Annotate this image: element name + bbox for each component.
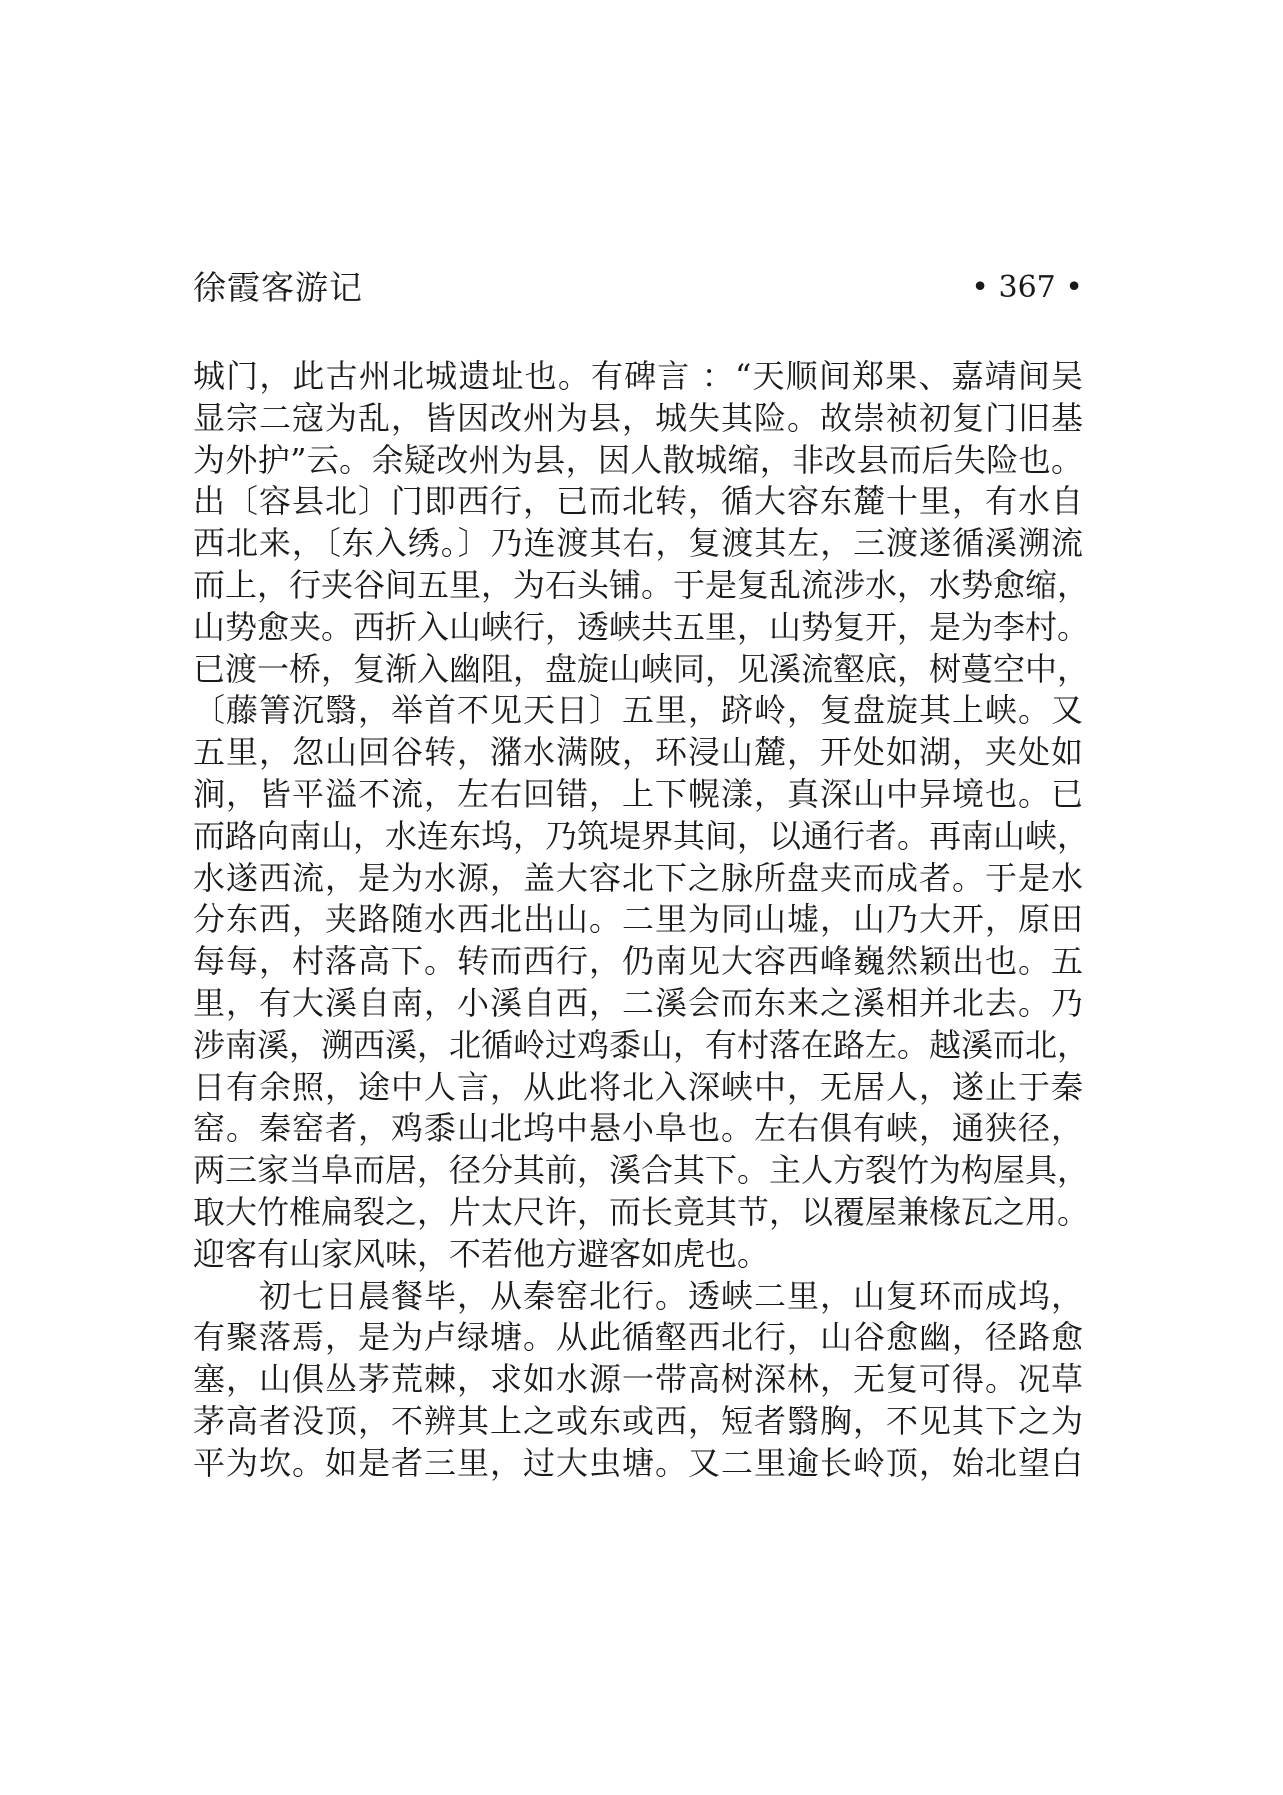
text-line: 茅高者没顶，不辨其上之或东或西，短者翳胸，不见其下之为 xyxy=(193,1401,1083,1440)
text-line: 涧，皆平溢不流，左右回错，上下幌漾，真深山中异境也。已 xyxy=(193,774,1083,813)
text-line: 已渡一桥，复渐入幽阻，盘旋山峡同，见溪流壑底，树蔓空中， xyxy=(193,649,1090,688)
text-line: 塞，山俱丛茅荒棘，求如水源一带高树深林，无复可得。况草 xyxy=(193,1360,1083,1399)
text-line: 出〔容县北〕门即西行，已而北转，循大容东麓十里，有水自 xyxy=(193,482,1083,521)
text-line: 日有余照，途中人言，从此将北入深峡中，无居人，遂止于秦 xyxy=(193,1067,1083,1106)
text-line: 窑。秦窑者，鸡黍山北坞中悬小阜也。左右俱有峡，通狭径， xyxy=(193,1109,1083,1148)
text-line: 为外护”云。余疑改州为县，因人散城缩，非改县而后失险也。 xyxy=(193,440,1083,479)
text-line: 山势愈夹。西折入山峡行，透峡共五里，山势复开，是为李村。 xyxy=(193,607,1090,646)
book-title: 徐霞客游记 xyxy=(193,268,363,307)
text-line: 两三家当阜而居，径分其前，溪合其下。主人方裂竹为构屋具， xyxy=(193,1151,1090,1190)
text-line: 涉南溪，溯西溪，北循岭过鸡黍山，有村落在路左。越溪而北， xyxy=(193,1025,1090,1064)
text-line: 分东西，夹路随水西北出山。二里为同山墟，山乃大开，原田 xyxy=(193,900,1083,939)
text-line: 取大竹椎扁裂之，片太尺许，而长竟其节，以覆屋兼椽瓦之用。 xyxy=(193,1192,1090,1231)
page-number: • 367 • xyxy=(971,270,1083,305)
text-line: 而路向南山，水连东坞，乃筑堤界其间，以通行者。再南山峡， xyxy=(193,816,1090,855)
text-line: 而上，行夹谷间五里，为石头铺。于是复乱流涉水，水势愈缩， xyxy=(193,565,1090,604)
paragraph-start-line: 初七日晨餐毕，从秦窑北行。透峡二里，山复环而成坞， xyxy=(193,1276,1083,1315)
paragraph-end-line: 迎客有山家风味，不若他方避客如虎也。 xyxy=(193,1234,770,1273)
body-text xyxy=(193,356,1090,1485)
text-line: 五里，忽山回谷转，潴水满陂，环浸山麓，开处如湖，夹处如 xyxy=(193,733,1083,772)
page-header xyxy=(193,264,1083,312)
text-line: 显宗二寇为乱，皆因改州为县，城失其险。故崇祯初复门旧基 xyxy=(193,398,1083,437)
text-line: 西北来，〔东入绣。〕乃连渡其右，复渡其左，三渡遂循溪溯流 xyxy=(193,524,1083,563)
text-line: 平为坎。如是者三里，过大虫塘。又二里逾长岭顶，始北望白 xyxy=(193,1443,1083,1482)
text-line: 有聚落焉，是为卢绿塘。从此循壑西北行，山谷愈幽，径路愈 xyxy=(193,1318,1083,1357)
text-line: 里，有大溪自南，小溪自西，二溪会而东来之溪相并北去。乃 xyxy=(193,983,1083,1022)
text-line: 水遂西流，是为水源，盖大容北下之脉所盘夹而成者。于是水 xyxy=(193,858,1083,897)
text-line: 每每，村落高下。转而西行，仍南见大容西峰巍然颖出也。五 xyxy=(193,942,1083,981)
text-line: 〔藤箐沉翳，举首不见天日〕五里，跻岭，复盘旋其上峡。又 xyxy=(193,691,1083,730)
text-line: 城门，此古州北城遗址也。有碑言 ：“天顺间郑果、嘉靖间吴 xyxy=(193,357,1083,395)
